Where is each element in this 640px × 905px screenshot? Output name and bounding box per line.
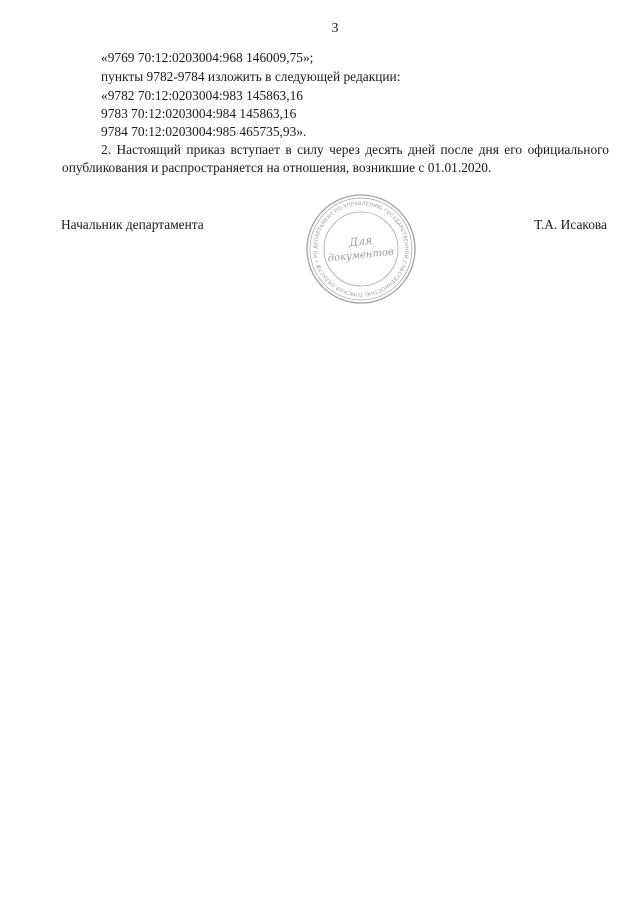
signature-name: Т.А. Исакова [534, 217, 607, 232]
stamp-ring-text: ДЕПАРТАМЕНТ ПО УПРАВЛЕНИЮ ГОСУДАРСТВЕННОЙ СОБСТВЕННОСТЬЮ ТОМСКОЙ ОБЛАСТИ • РО [312, 200, 410, 298]
body-line-2: пункты 9782-9784 изложить в следующей редакции: [101, 69, 401, 84]
page-number: 3 [331, 21, 339, 36]
stamp-center-text-1: Для [348, 233, 373, 250]
body-line-3: «9782 70:12:0203004:983 145863,16 [101, 88, 303, 103]
body-line-4: 9783 70:12:0203004:984 145863,16 [101, 106, 297, 121]
body-line-5: 9784 70:12:0203004:985 465735,93». [101, 124, 307, 139]
stamp-center-text-2: документов [327, 246, 395, 265]
paragraph-2-line-1: 2. Настоящий приказ вступает в силу через десять дней после дня его официального [101, 142, 609, 157]
paragraph-2-line-2: опубликования и распространяется на отношения, возникшие с 01.01.2020. [62, 160, 492, 175]
body-line-1: «9769 70:12:0203004:968 146009,75»; [101, 50, 314, 65]
stamp-seal [305, 193, 417, 305]
signature-position: Начальник департамента [61, 217, 204, 232]
